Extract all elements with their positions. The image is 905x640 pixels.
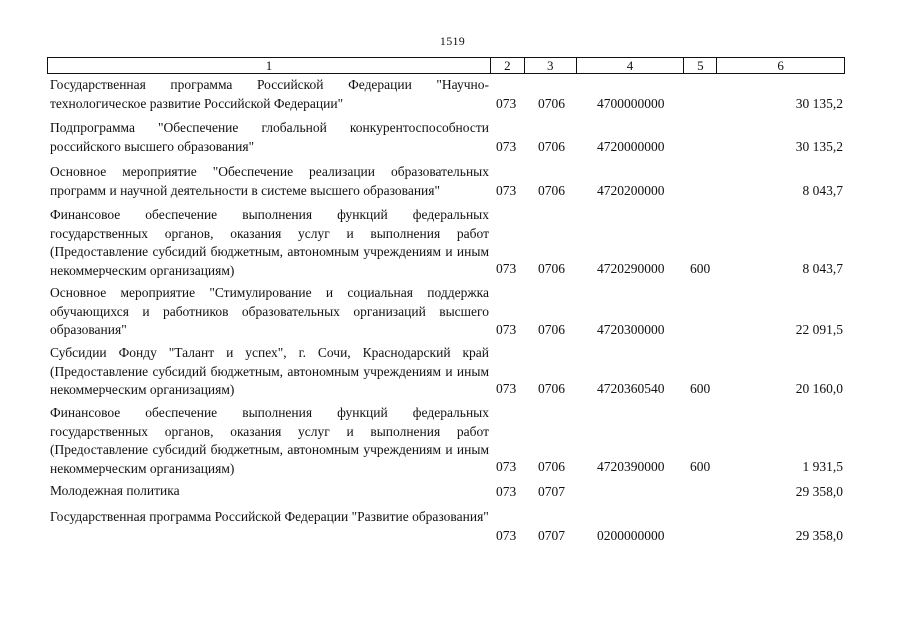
table-row [47,344,845,398]
row-col-4: 4720360540 [597,380,665,396]
table-row [47,206,845,278]
page-number: 1519 [439,34,466,48]
row-col-3: 0707 [538,527,565,543]
row-description: Субсидии Фонду "Талант и успех", г. Сочи, Краснодарский край (Предоставление субсидий бюджетным, автономным учреждениям и иным некоммерческим организациям) [50,345,489,397]
row-col-3: 0706 [538,95,565,111]
row-col-2: 073 [496,380,517,396]
row-col-2: 073 [496,95,517,111]
row-col-3: 0707 [538,483,565,499]
row-col-4: 4720390000 [597,458,665,474]
row-col-6: 22 091,5 [795,321,843,337]
row-col-3: 0706 [538,182,565,198]
table-row [47,482,845,501]
row-col-2: 073 [496,321,517,337]
row-description: Основное мероприятие "Обеспечение реализации образовательных программ и научной деятельности в системе высшего образования" [50,164,489,198]
row-col-5: 600 [690,380,711,396]
row-col-3: 0706 [538,260,565,276]
row-col-6: 30 135,2 [795,138,843,154]
row-description: Финансовое обеспечение выполнения функций федеральных государственных органов, оказания услуг и выполнения работ (Предоставление субсидий бюджетным, автономным учреждениям и иным некоммерческим организациям) [50,405,489,476]
row-description: Подпрограмма "Обеспечение глобальной конкурентоспособности российского высшего образования" [50,120,489,154]
row-col-3: 0706 [538,458,565,474]
row-col-4: 4720300000 [597,321,665,337]
table-row [47,284,845,339]
row-col-2: 073 [496,483,517,499]
table-row [47,404,845,476]
row-col-5: 600 [690,458,711,474]
table-row [47,76,845,113]
row-col-2: 073 [496,527,517,543]
row-col-2: 073 [496,182,517,198]
table-row [47,163,845,200]
table-row [47,119,845,156]
header-col-4: 4 [577,58,685,73]
table-row [47,508,845,545]
row-col-4: 4720290000 [597,260,665,276]
row-description: Государственная программа Российской Федерации "Научно-технологическое развитие Российской Федерации" [50,77,489,111]
row-description: Основное мероприятие "Стимулирование и социальная поддержка обучающихся и работников образовательных организаций высшего образования" [50,285,489,337]
header-col-6: 6 [777,58,784,73]
header-col-3: 3 [525,58,577,73]
row-col-3: 0706 [538,380,565,396]
row-col-3: 0706 [538,138,565,154]
header-col-2: 2 [491,58,525,73]
row-col-6: 20 160,0 [795,380,843,396]
row-description: Финансовое обеспечение выполнения функций федеральных государственных органов, оказания услуг и выполнения работ (Предоставление субсидий бюджетным, автономным учреждениям и иным некоммерческим организациям) [50,207,489,278]
row-col-3: 0706 [538,321,565,337]
row-col-4: 0200000000 [597,527,665,543]
row-col-6: 29 358,0 [795,483,843,499]
row-col-5: 600 [690,260,711,276]
row-col-6: 1 931,5 [802,458,843,474]
table-header [47,57,845,74]
header-col-1: 1 [48,58,491,73]
row-col-4: 4720200000 [597,182,665,198]
row-description: Государственная программа Российской Федерации "Развитие образования" [50,509,489,524]
row-col-6: 8 043,7 [802,182,843,198]
row-col-2: 073 [496,260,517,276]
row-col-6: 29 358,0 [795,527,843,543]
header-col-5: 5 [684,58,717,73]
row-col-4: 4700000000 [597,95,665,111]
row-col-2: 073 [496,458,517,474]
row-col-4: 4720000000 [597,138,665,154]
row-description: Молодежная политика [50,483,180,498]
row-col-2: 073 [496,138,517,154]
row-col-6: 30 135,2 [795,95,843,111]
row-col-6: 8 043,7 [802,260,843,276]
